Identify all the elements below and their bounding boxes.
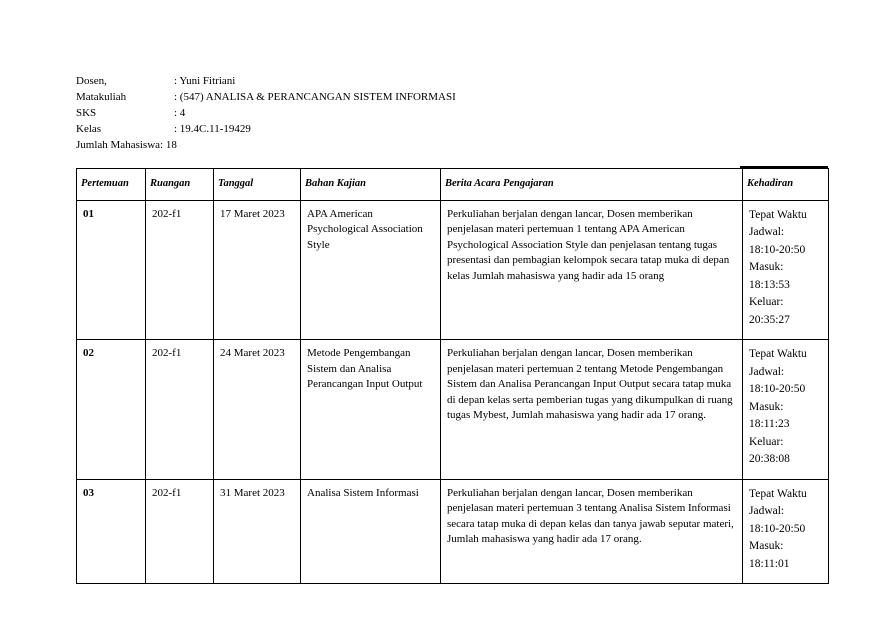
table-row bbox=[77, 200, 829, 340]
cell-kehadiran bbox=[743, 479, 829, 584]
kehadiran-status: Tepat Waktu bbox=[749, 348, 807, 360]
header-tanggal: Tanggal bbox=[214, 169, 301, 201]
info-value: : Yuni Fitriani bbox=[174, 75, 236, 87]
info-value: : 19.4C.11-19429 bbox=[174, 123, 251, 135]
kehadiran-masuk-value: 18:11:01 bbox=[749, 557, 790, 570]
info-label: Matakuliah bbox=[76, 91, 127, 103]
header-kehadiran: Kehadiran bbox=[743, 169, 829, 201]
cell-ruangan: 202-f1 bbox=[146, 340, 214, 480]
cell-kehadiran bbox=[743, 340, 829, 480]
cell-tanggal: 17 Maret 2023 bbox=[214, 200, 301, 340]
kehadiran-jadwal-label: Jadwal: bbox=[749, 365, 785, 378]
info-label: SKS bbox=[76, 107, 97, 119]
kehadiran-masuk-label: Masuk: bbox=[749, 261, 784, 273]
course-info bbox=[76, 74, 456, 154]
cell-ruangan: 202-f1 bbox=[146, 200, 214, 340]
header-bahan-kajian: Bahan Kajian bbox=[301, 169, 441, 201]
kehadiran-keluar-value: 20:38:08 bbox=[749, 453, 790, 465]
info-label: Kelas bbox=[76, 123, 102, 135]
kehadiran-jadwal-value: 18:10-20:50 bbox=[749, 243, 806, 256]
kehadiran-jadwal-label: Jadwal: bbox=[749, 226, 785, 238]
info-label: Dosen, bbox=[76, 75, 107, 87]
cell-berita-acara: Perkuliahan berjalan dengan lancar, Dosen memberikan penjelasan materi pertemuan 3 tentang Analisa Sistem Informasi secara tatap muka di depan kelas dan tanya jawab seputar materi, Jumlah mahasiswa yang hadir ada 17 orang. bbox=[441, 479, 743, 584]
info-dosen bbox=[76, 74, 456, 90]
kehadiran-status: Tepat Waktu bbox=[749, 487, 807, 500]
header-pertemuan: Pertemuan bbox=[77, 169, 146, 201]
attendance-table bbox=[76, 168, 829, 584]
cell-bahan-kajian: Analisa Sistem Informasi bbox=[301, 479, 441, 584]
cell-berita-acara: Perkuliahan berjalan dengan lancar, Dosen memberikan penjelasan materi pertemuan 2 tentang Metode Pengembangan Sistem dan Analisa Perancangan Input Output secara tatap muka di depan kelas serta pemberian tugas yang dikumpulkan di ruang tugas Mybest, Jumlah mahasiswa yang hadir ada 17 orang. bbox=[441, 340, 743, 480]
table-row bbox=[77, 340, 829, 480]
kehadiran-keluar-value: 20:35:27 bbox=[749, 313, 790, 326]
kehadiran-jadwal-value: 18:10-20:50 bbox=[749, 383, 806, 395]
kehadiran-status: Tepat Waktu bbox=[749, 208, 807, 221]
info-label: Jumlah Mahasiswa bbox=[76, 139, 161, 151]
info-matakuliah bbox=[76, 90, 456, 106]
kehadiran-jadwal-label: Jadwal: bbox=[749, 505, 785, 517]
info-value: : 18 bbox=[160, 139, 177, 151]
info-kelas bbox=[76, 122, 456, 138]
cell-bahan-kajian: Metode Pengembangan Sistem dan Analisa Perancangan Input Output bbox=[301, 340, 441, 480]
kehadiran-keluar-label: Keluar: bbox=[749, 296, 784, 308]
cell-bahan-kajian: APA American Psychological Association Style bbox=[301, 200, 441, 340]
cell-kehadiran bbox=[743, 200, 829, 340]
kehadiran-masuk-label: Masuk: bbox=[749, 400, 784, 413]
kehadiran-masuk-value: 18:13:53 bbox=[749, 278, 790, 291]
cell-berita-acara: Perkuliahan berjalan dengan lancar, Dosen memberikan penjelasan materi pertemuan 1 tentang APA American Psychological Association Style dan penjelasan tentang tugas presentasi dan pembagian kelompok secara tatap muka di depan kelas Jumlah mahasiswa yang hadir ada 15 orang bbox=[441, 200, 743, 340]
header-berita-acara: Berita Acara Pengajaran bbox=[441, 169, 743, 201]
table-header-row bbox=[77, 169, 829, 201]
cell-pertemuan: 01 bbox=[77, 200, 146, 340]
kehadiran-jadwal-value: 18:10-20:50 bbox=[749, 522, 806, 535]
table-row bbox=[77, 479, 829, 584]
kehadiran-keluar-label: Keluar: bbox=[749, 435, 784, 448]
info-value: : (547) ANALISA & PERANCANGAN SISTEM INFORMASI bbox=[174, 91, 456, 103]
cell-pertemuan: 02 bbox=[77, 340, 146, 480]
info-jumlah-mahasiswa bbox=[76, 138, 456, 154]
cell-ruangan: 202-f1 bbox=[146, 479, 214, 584]
kehadiran-masuk-value: 18:11:23 bbox=[749, 418, 790, 430]
header-ruangan: Ruangan bbox=[146, 169, 214, 201]
cell-tanggal: 24 Maret 2023 bbox=[214, 340, 301, 480]
info-value: : 4 bbox=[174, 107, 186, 119]
info-sks bbox=[76, 106, 456, 122]
kehadiran-masuk-label: Masuk: bbox=[749, 540, 784, 552]
cell-pertemuan: 03 bbox=[77, 479, 146, 584]
cell-tanggal: 31 Maret 2023 bbox=[214, 479, 301, 584]
